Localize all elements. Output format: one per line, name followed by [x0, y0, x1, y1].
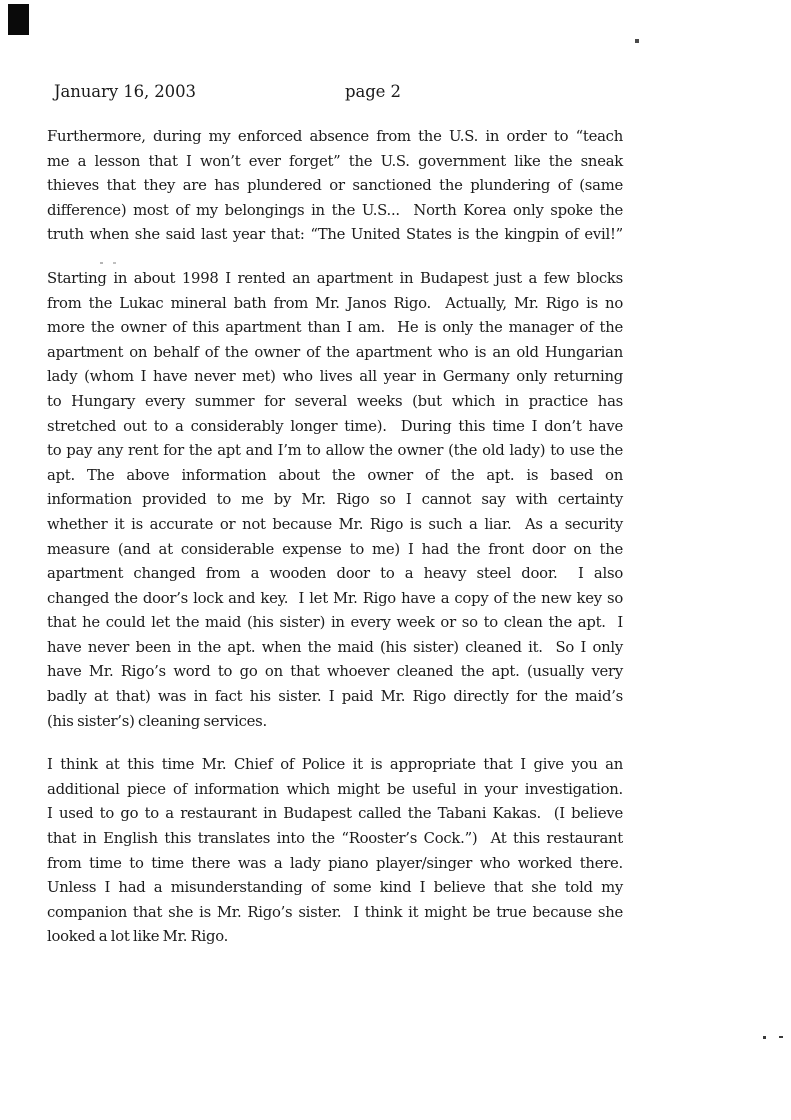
text-line: apartment on behalf of the owner of the apartment who is an old Hungarian [47, 343, 623, 361]
text-line: additional piece of information which might be useful in your investigation. [47, 780, 623, 798]
scan-artifact-corner-mark [8, 4, 29, 35]
text-line: that in English this translates into the “Rooster’s Cock.”) At this restaurant [47, 830, 623, 848]
text-line: measure (and at considerable expense to me) I had the front door on the [47, 540, 623, 558]
letter-content [47, 79, 623, 969]
page-header [47, 79, 623, 104]
text-line: have never been in the apt. when the maid (his sister) cleaned it. So I only [47, 638, 623, 656]
text-line: Furthermore, during my enforced absence from the U.S. in order to “teach [47, 128, 623, 145]
text-line: (his sister’s) cleaning services. [47, 712, 267, 730]
text-line: looked a lot like Mr. Rigo. [47, 928, 229, 946]
text-line: I think at this time Mr. Chief of Police it is appropriate that I give you an [47, 756, 623, 774]
text-line: more the owner of this apartment than I am. He is only the manager of the [47, 319, 623, 337]
text-line: badly at that) was in fact his sister. I paid Mr. Rigo directly for the maid’s [47, 688, 623, 706]
text-line: stretched out to a considerably longer time). During this time I don’t have [47, 417, 623, 435]
text-line: apt. The above information about the owner of the apt. is based on [47, 466, 623, 484]
text-line: information provided to me by Mr. Rigo so I cannot say with certainty [47, 491, 623, 509]
page-number: page 2 [345, 82, 401, 101]
text-line: from the Lukac mineral bath from Mr. Janos Rigo. Actually, Mr. Rigo is no [47, 294, 623, 312]
paragraph [47, 753, 623, 950]
text-line: Unless I had a misunderstanding of some kind I believe that she told my [47, 879, 623, 897]
letter-body [47, 125, 623, 950]
text-line: have Mr. Rigo’s word to go on that whoever cleaned the apt. (usually very [47, 663, 623, 681]
text-line: truth when she said last year that: “The United States is the kingpin of evil!” [47, 226, 623, 244]
paragraph [47, 267, 623, 734]
scan-speck [635, 39, 639, 43]
text-line: changed the door’s lock and key. I let Mr. Rigo have a copy of the new key so [47, 589, 623, 607]
paragraph [47, 125, 623, 248]
text-line: to Hungary every summer for several weeks (but which in practice has [47, 392, 623, 410]
text-line: to pay any rent for the apt and I’m to allow the owner (the old lady) to use the [47, 442, 623, 460]
text-line: difference) most of my belongings in the U.S... North Korea only spoke the [47, 201, 623, 219]
text-line: lady (whom I have never met) who lives all year in Germany only returning [47, 368, 623, 386]
date-text: January 16, 2003 [54, 82, 196, 101]
scan-speck [763, 1036, 766, 1039]
text-line: companion that she is Mr. Rigo’s sister. I think it might be true because she [47, 903, 623, 921]
text-line: that he could let the maid (his sister) in every week or so to clean the apt. I [47, 614, 623, 632]
text-line: I used to go to a restaurant in Budapest called the Tabani Kakas. (I believe [47, 805, 623, 823]
text-line: me a lesson that I won’t ever forget” the U.S. government like the sneak [47, 152, 623, 170]
text-line: thieves that they are has plundered or sanctioned the plundering of (same [47, 177, 623, 195]
text-line: apartment changed from a wooden door to a heavy steel door. I also [47, 565, 623, 583]
scan-speck [779, 1036, 783, 1038]
text-line: Starting in about 1998 I rented an apartment in Budapest just a few blocks [47, 269, 623, 287]
text-line: whether it is accurate or not because Mr. Rigo is such a liar. As a security [47, 515, 623, 533]
text-line: from time to time there was a lady piano player/singer who worked there. [47, 854, 623, 872]
